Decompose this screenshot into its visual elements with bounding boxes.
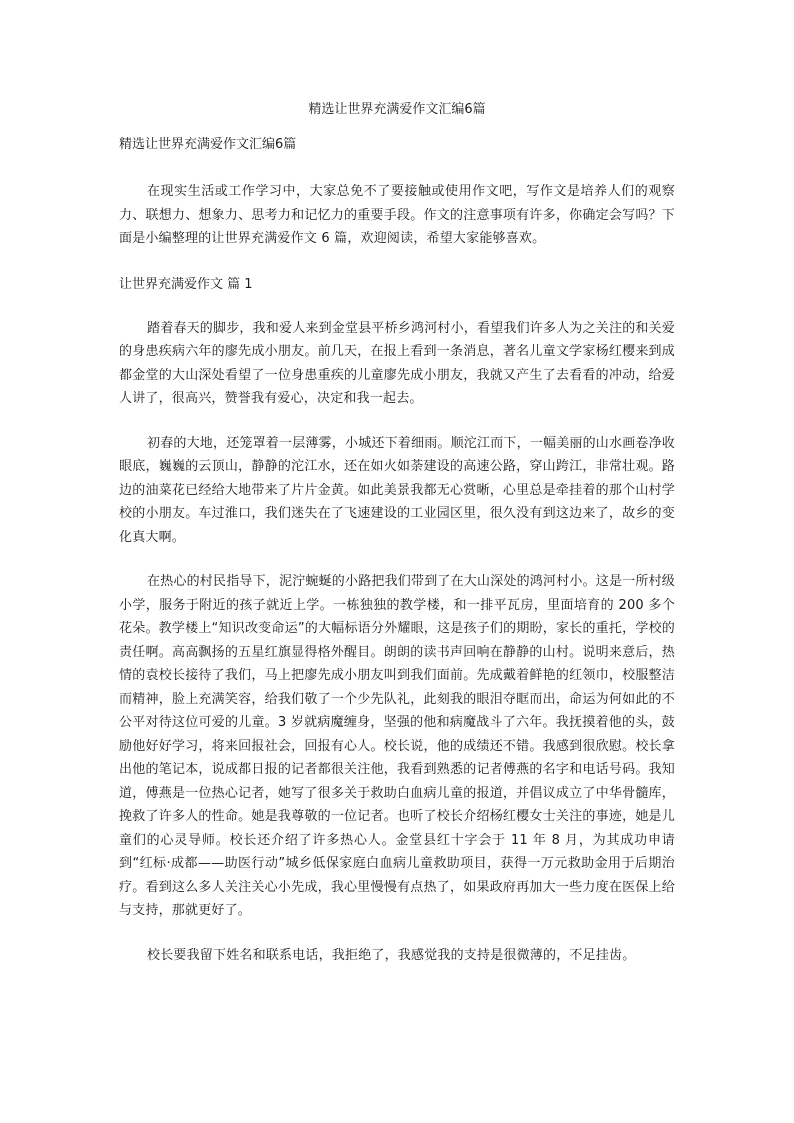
body-paragraph-4: 校长要我留下姓名和联系电话，我拒绝了，我感觉我的支持是很微薄的，不足挂齿。 <box>147 947 636 963</box>
intro-paragraph: 在现实生活或工作学习中，大家总免不了要接触或使用作文吧，写作文是培养人们的观察力、联想力、想象力、思考力和记忆力的重要手段。作文的注意事项有许多，你确定会写吗？下面是小编整理的让世界充满爱作文 6 篇，欢迎阅读，希望大家能够喜欢。 <box>119 184 675 246</box>
section-heading: 让世界充满爱作文 篇 1 <box>119 276 253 292</box>
document-subtitle: 精选让世界充满爱作文汇编6篇 <box>119 137 297 152</box>
body-paragraph-1: 踏着春天的脚步，我和爱人来到金堂县平桥乡鸿河村小，看望我们许多人为之关注的和关爱的身患疾病六年的廖先成小朋友。前几天，在报上看到一条消息，著名儿童文学家杨红樱来到成都金堂的大山深处看望了一位身患重疾的儿童廖先成小朋友，我就又产生了去看看的冲动，给爱人讲了，很高兴，赞誉我有爱心，决定和我一起去。 <box>119 320 676 406</box>
body-paragraph-2: 初春的大地，还笼罩着一层薄雾，小城还下着细雨。顺沱江而下，一幅美丽的山水画卷净收眼底，巍巍的云顶山，静静的沱江水，还在如火如荼建设的高速公路，穿山跨江，非常壮观。路边的油菜花已经给大地带来了片片金黄。如此美景我都无心赏晰，心里总是牵挂着的那个山村学校的小朋友。车过淮口，我们迷失在了飞速建设的工业园区里，很久没有到这边来了，故乡的变化真大啊。 <box>119 435 676 545</box>
document-body <box>119 136 675 967</box>
body-paragraph-3: 在热心的村民指导下，泥泞蜿蜒的小路把我们带到了在大山深处的鸿河村小。这是一所村级小学，服务于附近的孩子就近上学。一栋独独的教学楼，和一排平瓦房，里面培育的 200 多个花朵。教学楼上“知识改变命运”的大幅标语分外耀眼，这是孩子们的期盼，家长的重托，学校的责任啊。高高飘扬的五星红旗显得格外醒目。朗朗的读书声回响在静静的山村。说明来意后，热情的袁校长接待了我们，马上把廖先成小朋友叫到我们面前。先成戴着鲜艳的红领巾，校服整洁而精神，脸上充满笑容，给我们敬了一个少先队礼，此刻我的眼泪夺眶而出，命运为何如此的不公平对待这位可爱的儿童。3 岁就病魔缠身，坚强的他和病魔战斗了六年。我抚摸着他的头，鼓励他好好学习，将来回报社会，回报有心人。校长说，他的成绩还不错。我感到很欣慰。校长拿出他的笔记本，说成都日报的记者都很关注他，我看到熟悉的记者傅燕的名字和电话号码。我知道，傅燕是一位热心记者，她写了很多关于救助白血病儿童的报道，并倡议成立了中华骨髓库，挽救了许多人的性命。她是我尊敬的一位记者。也听了校长介绍杨红樱女士关注的事迹，她是儿童们的心灵导师。校长还介绍了许多热心人。金堂县红十字会于 11 年 8 月，为其成功申请到“红标·成都——助医行动”城乡低保家庭白血病儿童救助项目，获得一万元救助金用于后期治疗。看到这么多人关注关心小先成，我心里慢慢有点热了，如果政府再加大一些力度在医保上给与支持，那就更好了。 <box>119 574 676 918</box>
page-title: 精选让世界充满爱作文汇编6篇 <box>308 102 486 117</box>
